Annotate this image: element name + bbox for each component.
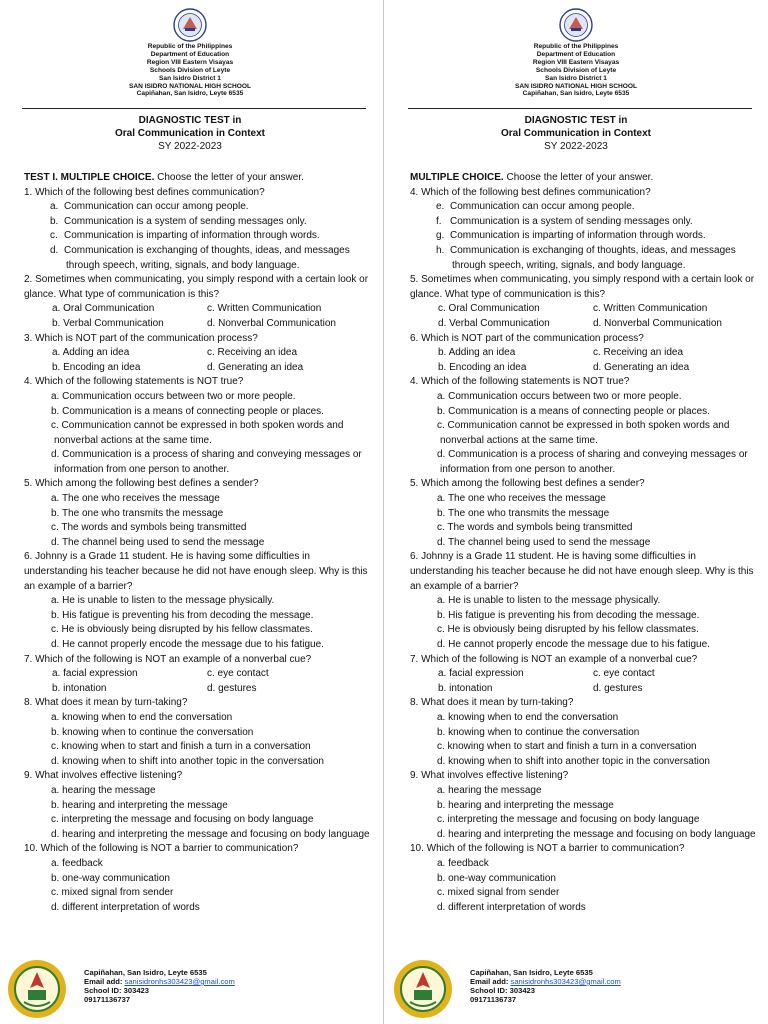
option [410,244,760,273]
test-title [0,114,380,153]
option: c. Written Communication [593,303,708,315]
option [24,215,374,230]
test-sheet-right [386,0,766,1024]
option: c. mixed signal from sender [51,887,174,899]
option: d. He cannot properly encode the message due to his fatigue. [437,639,710,650]
option: a. knowing when to end the conversation [437,711,619,723]
option-letter: g. [436,230,445,242]
instruction-heading: MULTIPLE CHOICE. [410,172,504,183]
deped-seal-icon [559,8,593,42]
question-1 [410,186,760,274]
option-letter: c. [50,230,58,242]
option-text: Communication is a system of sending messages only. [64,215,307,227]
title-line: DIAGNOSTIC TEST in [138,115,242,126]
question-7 [410,653,760,697]
option: b. The one who transmits the message [437,507,610,519]
letterhead-line: Region VIII Eastern Visayas [532,58,620,66]
option: d. The channel being used to send the message [51,536,265,548]
option: d. gestures [207,682,257,694]
option: b. His fatigue is preventing his from decoding the message. [51,609,314,621]
option-letter: e. [436,201,445,213]
option: d. Generating an idea [593,361,690,373]
option: a. feedback [437,857,489,869]
footer-phone: 09171136737 [470,995,517,1004]
question-1 [24,186,374,274]
title-school-year: SY 2022-2023 [158,141,222,152]
footer-school-id: School ID: 303423 [84,986,149,995]
option: c. Oral Communication [438,303,540,315]
option: a. He is unable to listen to the message physically. [51,595,275,607]
question-text: 10. Which of the following is NOT a barrier to communication? [410,843,685,855]
question-list [410,171,760,915]
option [410,229,760,244]
option: c. Written Communication [207,303,322,315]
question-9 [24,769,374,842]
header-divider [408,108,752,109]
option-text: Communication is imparting of information through words. [450,230,706,242]
footer-school-id: School ID: 303423 [470,986,535,995]
question-text: 1. Which of the following best defines communication? [24,186,265,198]
question-4 [24,375,374,477]
question-7 [24,653,374,697]
question-3 [410,332,760,376]
option: c. interpreting the message and focusing on body language [51,814,314,826]
option-text: Communication is exchanging of thoughts, ideas, and messages through speech, writing, signals, and body language. [64,244,350,271]
footer-email-line [470,977,621,986]
question-text: 4. Which of the following statements is NOT true? [24,376,244,388]
footer-contact [470,968,621,1004]
option-text: Communication can occur among people. [64,201,249,213]
option-text: Communication is imparting of information through words. [64,230,320,242]
option: c. Communication cannot be expressed in both spoken words and nonverbal actions at the same time. [51,420,344,446]
test-title [386,114,766,153]
letterhead-line: SAN ISIDRO NATIONAL HIGH SCHOOL [128,82,252,90]
option-letter: f. [436,215,442,227]
option-letter: h. [436,244,445,256]
test-sheet-left [0,0,380,1024]
option: b. Adding an idea [438,347,516,359]
instruction-text: Choose the letter of your answer. [154,172,304,183]
option: b. Communication is a means of connecting people or places. [51,405,324,417]
option-letter: a. [50,201,59,213]
instruction-text: Choose the letter of your answer. [503,172,654,183]
option: a. Adding an idea [52,347,130,359]
option: d. Nonverbal Communication [593,317,722,329]
option: a. Communication occurs between two or more people. [437,390,682,402]
title-school-year: SY 2022-2023 [544,141,608,152]
option: a. The one who receives the message [51,493,220,505]
question-10 [24,842,374,915]
option: c. knowing when to start and finish a turn in a conversation [51,741,311,753]
option: b. Verbal Communication [52,317,164,329]
option: b. intonation [52,682,107,694]
option: d. gestures [593,682,643,694]
question-text: 6. Which is NOT part of the communication process? [410,332,644,344]
option: a. knowing when to end the conversation [51,711,233,723]
option: a. feedback [51,857,103,869]
question-6 [410,550,760,652]
question-text: 8. What does it mean by turn-taking? [24,697,188,709]
question-4 [410,375,760,477]
option: b. hearing and interpreting the message [51,799,228,811]
footer-address: Capiñahan, San Isidro, Leyte 6535 [84,968,207,977]
letterhead-line: Department of Education [150,50,230,58]
question-text: 3. Which is NOT part of the communication process? [24,332,258,344]
footer-email-line [84,977,235,986]
question-text: 9. What involves effective listening? [24,770,183,782]
option: d. different interpretation of words [51,901,200,913]
option: d. Generating an idea [207,361,304,373]
question-6 [24,550,374,652]
question-3 [24,332,374,376]
option: a. He is unable to listen to the message physically. [437,595,661,607]
letterhead-line: Republic of the Philippines [147,43,233,50]
option: b. Communication is a means of connecting people or places. [437,405,710,417]
footer [6,958,380,1018]
option: d. The channel being used to send the message [437,536,651,548]
question-text: 9. What involves effective listening? [410,770,569,782]
option: d. Communication is a process of sharing and conveying messages or information from one person to another. [437,449,748,475]
title-line: DIAGNOSTIC TEST in [524,115,628,126]
question-text: 6. Johnny is a Grade 11 student. He is having some difficulties in understanding his teacher because he did not have enough sleep. Why is this an example of a barrier? [410,551,754,592]
letterhead [0,43,380,98]
instruction [410,171,760,186]
footer-phone: 09171136737 [84,995,131,1004]
option [410,215,760,230]
question-5 [410,477,760,550]
school-logo-icon [6,958,68,1020]
question-2 [24,273,374,331]
option: b. knowing when to continue the conversation [437,726,640,738]
question-text: 7. Which of the following is NOT an example of a nonverbal cue? [24,653,312,665]
option-letter: b. [50,215,59,227]
email-link[interactable]: sanisidronhs303423@gmail.com [124,977,235,986]
option: d. knowing when to shift into another topic in the conversation [51,755,324,767]
instruction [24,171,374,186]
letterhead-line: San Isidro District 1 [545,74,607,82]
option: c. eye contact [593,668,655,680]
question-text: 5. Which among the following best defines a sender? [410,478,645,490]
option: c. The words and symbols being transmitted [51,522,247,534]
letterhead-line: Capiñahan, San Isidro, Leyte 6535 [136,90,244,98]
option: d. hearing and interpreting the message and focusing on body language [51,828,370,840]
letterhead [386,43,766,98]
option: d. Verbal Communication [438,317,550,329]
option: a. hearing the message [437,784,542,796]
option: a. Oral Communication [52,303,155,315]
option: c. Receiving an idea [593,347,684,359]
letterhead-line: San Isidro District 1 [159,74,221,82]
option: c. mixed signal from sender [437,887,560,899]
option: b. Encoding an idea [52,361,141,373]
option: b. Encoding an idea [438,361,527,373]
question-text: 8. What does it mean by turn-taking? [410,697,574,709]
email-link[interactable]: sanisidronhs303423@gmail.com [510,977,621,986]
option-text: Communication is a system of sending messages only. [450,215,693,227]
option: a. Communication occurs between two or more people. [51,390,296,402]
question-text: 4. Which of the following best defines communication? [410,186,651,198]
option: b. knowing when to continue the conversation [51,726,254,738]
footer-address: Capiñahan, San Isidro, Leyte 6535 [470,968,593,977]
option: b. hearing and interpreting the message [437,799,614,811]
option [24,244,374,273]
question-9 [410,769,760,842]
question-text: 10. Which of the following is NOT a barrier to communication? [24,843,299,855]
question-2 [410,273,760,331]
option-letter: d. [50,244,59,256]
option: c. Receiving an idea [207,347,298,359]
option: c. The words and symbols being transmitted [437,522,633,534]
question-text: 5. Sometimes when communicating, you simply respond with a certain look or glance. What type of communication is this? [410,274,755,300]
letterhead-line: Schools Division of Leyte [535,66,617,74]
option: d. different interpretation of words [437,901,586,913]
letterhead-line: Department of Education [536,50,616,58]
option: d. He cannot properly encode the message due to his fatigue. [51,639,324,650]
question-5 [24,477,374,550]
option: b. His fatigue is preventing his from decoding the message. [437,609,700,621]
option: a. hearing the message [51,784,156,796]
header-divider [22,108,366,109]
letterhead-line: SAN ISIDRO NATIONAL HIGH SCHOOL [514,82,638,90]
footer-contact [84,968,235,1004]
option: c. Communication cannot be expressed in both spoken words and nonverbal actions at the same time. [437,420,730,446]
option: b. The one who transmits the message [51,507,224,519]
option: c. interpreting the message and focusing on body language [437,814,700,826]
letterhead-line: Capiñahan, San Isidro, Leyte 6535 [522,90,630,98]
letterhead-line: Schools Division of Leyte [149,66,231,74]
option: a. facial expression [438,668,524,680]
question-10 [410,842,760,915]
option: d. Nonverbal Communication [207,317,336,329]
title-subject: Oral Communication in Context [500,128,651,139]
option: d. Communication is a process of sharing and conveying messages or information from one person to another. [51,449,362,475]
question-8 [24,696,374,769]
page-divider [383,0,384,1024]
email-label: Email add: [470,977,511,986]
question-list [24,171,374,915]
title-subject: Oral Communication in Context [114,128,265,139]
school-logo-icon [392,958,454,1020]
option: d. hearing and interpreting the message and focusing on body language [437,828,756,840]
email-label: Email add: [84,977,125,986]
option: b. intonation [438,682,493,694]
option: c. knowing when to start and finish a turn in a conversation [437,741,697,753]
option-text: Communication can occur among people. [450,201,635,213]
option: b. one-way communication [51,872,170,884]
option: a. facial expression [52,668,138,680]
question-text: 5. Which among the following best defines a sender? [24,478,259,490]
option [24,229,374,244]
option: b. one-way communication [437,872,556,884]
question-text: 4. Which of the following statements is NOT true? [410,376,630,388]
deped-seal-icon [173,8,207,42]
option: a. The one who receives the message [437,493,606,505]
footer [392,958,766,1018]
question-text: 6. Johnny is a Grade 11 student. He is having some difficulties in understanding his teacher because he did not have enough sleep. Why is this an example of a barrier? [24,551,368,592]
option-text: Communication is exchanging of thoughts, ideas, and messages through speech, writing, signals, and body language. [450,244,736,271]
letterhead-line: Republic of the Philippines [533,43,619,50]
option: c. He is obviously being disrupted by his fellow classmates. [51,624,313,636]
option [24,200,374,215]
option [410,200,760,215]
question-8 [410,696,760,769]
letterhead-line: Region VIII Eastern Visayas [146,58,234,66]
question-text: 2. Sometimes when communicating, you simply respond with a certain look or glance. What type of communication is this? [24,274,369,300]
instruction-heading: TEST I. MULTIPLE CHOICE. [24,172,155,183]
option: c. He is obviously being disrupted by his fellow classmates. [437,624,699,636]
question-text: 7. Which of the following is NOT an example of a nonverbal cue? [410,653,698,665]
option: c. eye contact [207,668,269,680]
option: d. knowing when to shift into another topic in the conversation [437,755,710,767]
